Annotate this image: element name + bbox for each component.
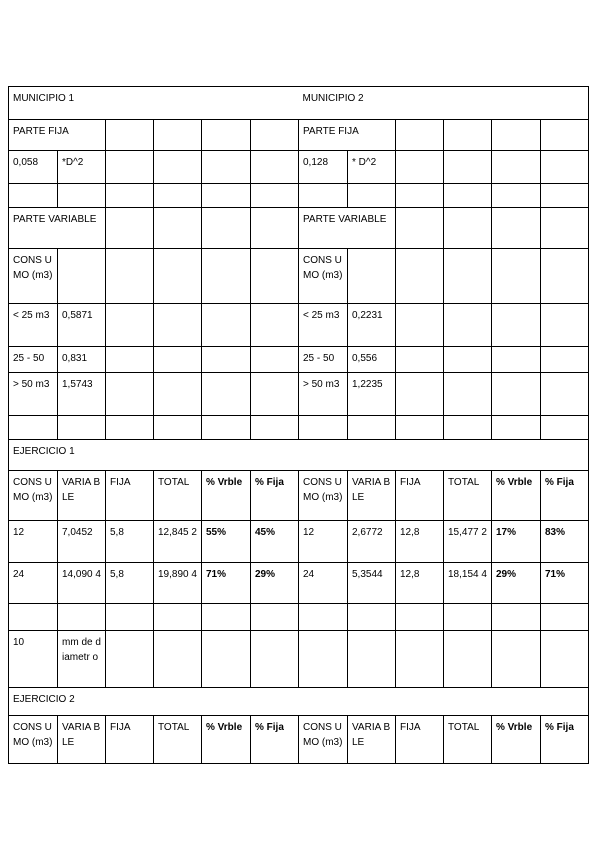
data-cell: 5,8 — [106, 521, 154, 563]
header-cell: VARIA BLE — [58, 471, 106, 521]
tramo-label: 25 - 50 — [9, 347, 58, 373]
data-cell: 12 — [9, 521, 58, 563]
tramo-label: < 25 m3 — [9, 304, 58, 347]
header-cell: % Vrble — [492, 471, 541, 521]
data-cell: 18,154 4 — [444, 563, 492, 604]
m2-fija-valor: 0,128 — [299, 151, 348, 184]
data-cell: 5,8 — [106, 563, 154, 604]
diametro-label: mm de diametr o — [58, 631, 106, 688]
tramo-label: > 50 m3 — [9, 373, 58, 416]
header-cell: TOTAL — [444, 716, 492, 764]
tramo-precio: 0,2231 — [348, 304, 396, 347]
data-cell: 29% — [251, 563, 299, 604]
m2-fija-formula: * D^2 — [348, 151, 396, 184]
header-cell: VARIA BLE — [348, 716, 396, 764]
data-cell: 15,477 2 — [444, 521, 492, 563]
tramo-precio: 1,5743 — [58, 373, 106, 416]
data-cell: 12 — [299, 521, 348, 563]
data-cell: 24 — [299, 563, 348, 604]
tramo-label: < 25 m3 — [299, 304, 348, 347]
header-cell: FIJA — [106, 471, 154, 521]
data-cell: 12,8 — [396, 521, 444, 563]
data-cell: 29% — [492, 563, 541, 604]
data-cell: 83% — [541, 521, 589, 563]
m1-fija-formula: *D^2 — [58, 151, 106, 184]
header-cell: % Fija — [541, 471, 589, 521]
data-cell: 24 — [9, 563, 58, 604]
data-cell: 5,3544 — [348, 563, 396, 604]
data-cell: 71% — [202, 563, 251, 604]
m1-fija-valor: 0,058 — [9, 151, 58, 184]
tramo-label: > 50 m3 — [299, 373, 348, 416]
consumo-label-m2: CONS UMO (m3) — [299, 249, 348, 304]
data-cell: 71% — [541, 563, 589, 604]
header-cell: FIJA — [396, 471, 444, 521]
data-cell: 12,845 2 — [154, 521, 202, 563]
header-cell: TOTAL — [444, 471, 492, 521]
data-cell: 45% — [251, 521, 299, 563]
header-cell: % Fija — [251, 471, 299, 521]
parte-variable-label-m2: PARTE VARIABLE — [299, 208, 396, 249]
header-cell: VARIA BLE — [58, 716, 106, 764]
data-cell: 19,890 4 — [154, 563, 202, 604]
tramo-precio: 0,556 — [348, 347, 396, 373]
parte-fija-label-m1: PARTE FIJA — [9, 120, 106, 151]
header-cell: % Vrble — [202, 716, 251, 764]
header-cell: CONS UMO (m3) — [9, 716, 58, 764]
header-cell: VARIA BLE — [348, 471, 396, 521]
data-cell: 7,0452 — [58, 521, 106, 563]
header-cell: TOTAL — [154, 471, 202, 521]
diametro-valor: 10 — [9, 631, 58, 688]
header-cell: TOTAL — [154, 716, 202, 764]
parte-variable-label-m1: PARTE VARIABLE — [9, 208, 106, 249]
ejercicio-1-title: EJERCICIO 1 — [9, 440, 589, 471]
municipio-1-title: MUNICIPIO 1 — [9, 87, 299, 120]
header-cell: CONS UMO (m3) — [299, 716, 348, 764]
header-cell: % Fija — [541, 716, 589, 764]
header-cell: CONS UMO (m3) — [299, 471, 348, 521]
data-cell: 12,8 — [396, 563, 444, 604]
header-cell: % Vrble — [492, 716, 541, 764]
parte-fija-label-m2: PARTE FIJA — [299, 120, 396, 151]
header-cell: CONS UMO (m3) — [9, 471, 58, 521]
tariff-table — [8, 86, 589, 764]
tramo-precio: 0,5871 — [58, 304, 106, 347]
header-cell: % Fija — [251, 716, 299, 764]
tramo-label: 25 - 50 — [299, 347, 348, 373]
data-cell: 14,090 4 — [58, 563, 106, 604]
data-cell: 2,6772 — [348, 521, 396, 563]
header-cell: FIJA — [106, 716, 154, 764]
data-cell: 17% — [492, 521, 541, 563]
data-cell: 55% — [202, 521, 251, 563]
tramo-precio: 0,831 — [58, 347, 106, 373]
municipio-2-title: MUNICIPIO 2 — [299, 87, 589, 120]
tramo-precio: 1,2235 — [348, 373, 396, 416]
header-cell: % Vrble — [202, 471, 251, 521]
ejercicio-2-title: EJERCICIO 2 — [9, 688, 589, 716]
consumo-label-m1: CONS UMO (m3) — [9, 249, 58, 304]
header-cell: FIJA — [396, 716, 444, 764]
